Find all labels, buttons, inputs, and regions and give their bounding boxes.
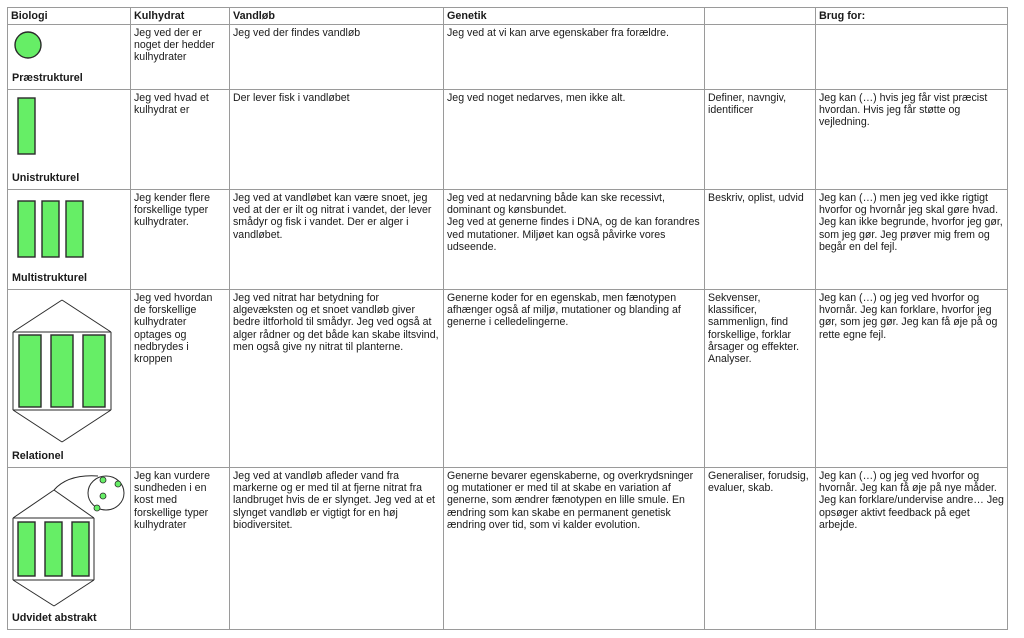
level-cell-relationel	[8, 290, 131, 468]
relational-structure-icon	[8, 290, 130, 466]
cell-verbs: Sekvenser, klassificer, sammenlign, find forskellige, forklar årsager og effekter. Analyser.	[705, 290, 816, 468]
header-kulhydrat: Kulhydrat	[131, 8, 230, 25]
cell-vandlob: Jeg ved der findes vandløb	[230, 25, 444, 90]
cell-brug: Jeg kan (…) men jeg ved ikke rigtigt hvorfor og hvornår jeg skal gøre hvad. Jeg kan ikke begrunde, hvorfor jeg gør, som jeg gør. Jeg prøver mig frem og begår en del fejl.	[816, 190, 1008, 290]
table-row	[8, 25, 1008, 90]
cell-verbs: Definer, navngiv, identificer	[705, 90, 816, 190]
header-genetik: Genetik	[444, 8, 705, 25]
cell-genetik: Jeg ved noget nedarves, men ikke alt.	[444, 90, 705, 190]
solo-taxonomy-table	[7, 7, 1008, 630]
cell-kulhydrat: Jeg ved der er noget der hedder kulhydrater	[131, 25, 230, 90]
header-row	[8, 8, 1008, 25]
cell-kulhydrat: Jeg ved hvordan de forskellige kulhydrater optages og nedbrydes i kroppen	[131, 290, 230, 468]
cell-brug: Jeg kan (…) og jeg ved hvorfor og hvornår. Jeg kan forklare, hvorfor jeg gør, som jeg gør. Jeg kan få øje på og rette egne fejl.	[816, 290, 1008, 468]
table-row	[8, 290, 1008, 468]
level-label: Udvidet abstrakt	[12, 611, 97, 624]
cell-brug: Jeg kan (…) og jeg ved hvorfor og hvornår. Jeg kan få øje på nye måder. Jeg kan forklare/undervise andre… Jeg opsøger aktivt feedback på eget arbejde.	[816, 468, 1008, 630]
level-label: Unistrukturel	[12, 171, 80, 184]
cell-brug	[816, 25, 1008, 90]
cell-vandlob: Der lever fisk i vandløbet	[230, 90, 444, 190]
cell-kulhydrat: Jeg kan vurdere sundheden i en kost med forskellige typer kulhydrater	[131, 468, 230, 630]
level-cell-praestrukturel	[8, 25, 131, 90]
cell-vandlob: Jeg ved nitrat har betydning for algevæksten og et snoet vandløb giver bedre iltforhold til smådyr. Jeg ved også at alger rådner og det både kan skabe iltsvind, men også give ny nitrat til planterne.	[230, 290, 444, 468]
header-verbs	[705, 8, 816, 25]
header-vandlob: Vandløb	[230, 8, 444, 25]
level-cell-unistrukturel	[8, 90, 131, 190]
cell-kulhydrat: Jeg ved hvad et kulhydrat er	[131, 90, 230, 190]
cell-genetik: Jeg ved at vi kan arve egenskaber fra forældre.	[444, 25, 705, 90]
cell-verbs	[705, 25, 816, 90]
level-cell-multistrukturel	[8, 190, 131, 290]
table-row	[8, 90, 1008, 190]
cell-kulhydrat: Jeg kender flere forskellige typer kulhydrater.	[131, 190, 230, 290]
cell-vandlob: Jeg ved at vandløbet kan være snoet, jeg ved at der er ilt og nitrat i vandet, der lever smådyr og fisk i vandet. Der er alger i vandløbet.	[230, 190, 444, 290]
level-label: Multistrukturel	[12, 271, 87, 284]
level-cell-udvidet-abstrakt	[8, 468, 131, 630]
cell-verbs: Generaliser, forudsig, evaluer, skab.	[705, 468, 816, 630]
table-row	[8, 468, 1008, 630]
table-row	[8, 190, 1008, 290]
cell-brug: Jeg kan (…) hvis jeg får vist præcist hvordan. Hvis jeg får støtte og vejledning.	[816, 90, 1008, 190]
header-biologi: Biologi	[8, 8, 131, 25]
header-brug-for: Brug for:	[816, 8, 1008, 25]
cell-genetik: Generne bevarer egenskaberne, og overkrydsninger og mutationer er med til at skabe en variation af generne, som ændrer fænotypen en lille smule. En ændring som kan skabe en permanent genetisk ændring over tid, som vi kalder evolution.	[444, 468, 705, 630]
level-label: Relationel	[12, 449, 64, 462]
cell-verbs: Beskriv, oplist, udvid	[705, 190, 816, 290]
cell-genetik: Generne koder for en egenskab, men fænotypen afhænger også af miljø, mutationer og blanding af generne i celledelingerne.	[444, 290, 705, 468]
cell-vandlob: Jeg ved at vandløb afleder vand fra markerne og er med til at fjerne nitrat fra landbruget hvis de er slynget. Jeg ved at et slynget vandløb er vigtigt for en høj biodiversitet.	[230, 468, 444, 630]
extended-abstract-icon	[8, 468, 130, 628]
cell-genetik: Jeg ved at nedarvning både kan ske recessivt, dominant og kønsbundet. Jeg ved at generne findes i DNA, og de kan forandres ved mutationer. Miljøet kan også påvirke vores udseende.	[444, 190, 705, 290]
level-label: Præstrukturel	[12, 71, 83, 84]
